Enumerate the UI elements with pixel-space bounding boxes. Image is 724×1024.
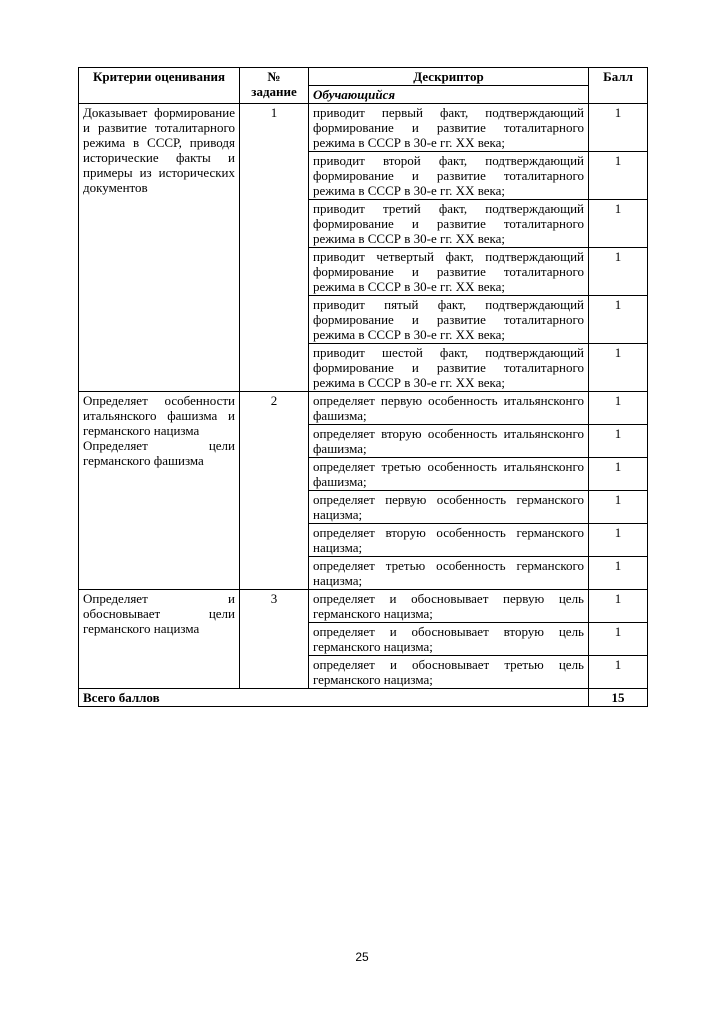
score-cell: 1: [589, 200, 648, 248]
score-cell: 1: [589, 425, 648, 458]
score-cell: 1: [589, 491, 648, 524]
descriptor-cell: определяет вторую особенность итальянсконго фашизма;: [309, 425, 589, 458]
score-cell: 1: [589, 656, 648, 689]
criteria-extra-text: Определяет цели германского фашизма: [83, 438, 235, 468]
header-row: [79, 68, 648, 86]
score-cell: 1: [589, 458, 648, 491]
criteria-cell-3: Определяет и обосновывает цели германского нацизма: [79, 590, 240, 689]
score-cell: 1: [589, 623, 648, 656]
descriptor-cell: определяет третью особенность германского нацизма;: [309, 557, 589, 590]
task-number-1: 1: [240, 104, 309, 392]
descriptor-cell: приводит четвертый факт, подтверждающий формирование и развитие тоталитарного режима в СССР в 30-е гг. XX века;: [309, 248, 589, 296]
score-cell: 1: [589, 152, 648, 200]
descriptor-cell: приводит шестой факт, подтверждающий формирование и развитие тоталитарного режима в СССР в 30-е гг. XX века;: [309, 344, 589, 392]
table-row: [79, 104, 648, 152]
table-row: [79, 392, 648, 425]
total-label: Всего баллов: [79, 689, 589, 707]
descriptor-cell: определяет и обосновывает первую цель германского нацизма;: [309, 590, 589, 623]
total-score: 15: [589, 689, 648, 707]
header-descriptor-sub: Обучающийся: [309, 86, 589, 104]
score-cell: 1: [589, 590, 648, 623]
score-cell: 1: [589, 248, 648, 296]
descriptor-cell: определяет вторую особенность германского нацизма;: [309, 524, 589, 557]
descriptor-cell: приводит первый факт, подтверждающий формирование и развитие тоталитарного режима в СССР в 30-е гг. XX века;: [309, 104, 589, 152]
score-cell: 1: [589, 104, 648, 152]
assessment-rubric-table: [78, 67, 648, 707]
task-number-2: 2: [240, 392, 309, 590]
descriptor-cell: приводит третий факт, подтверждающий формирование и развитие тоталитарного режима в СССР в 30-е гг. XX века;: [309, 200, 589, 248]
descriptor-cell: определяет третью особенность итальянсконго фашизма;: [309, 458, 589, 491]
score-cell: 1: [589, 524, 648, 557]
header-score: Балл: [589, 68, 648, 104]
page-number: 25: [355, 950, 369, 964]
descriptor-cell: приводит пятый факт, подтверждающий формирование и развитие тоталитарного режима в СССР в 30-е гг. XX века;: [309, 296, 589, 344]
task-number-3: 3: [240, 590, 309, 689]
criteria-cell-1: Доказывает формирование и развитие тоталитарного режима в СССР, приводя исторические факты и примеры из исторических документов: [79, 104, 240, 392]
descriptor-cell: определяет первую особенность итальянсконго фашизма;: [309, 392, 589, 425]
header-criteria: Критерии оценивания: [79, 68, 240, 104]
table-row: [79, 590, 648, 623]
total-row: [79, 689, 648, 707]
score-cell: 1: [589, 296, 648, 344]
descriptor-cell: определяет первую особенность германского нацизма;: [309, 491, 589, 524]
header-task-number: № задание: [240, 68, 309, 104]
header-descriptor: Дескриптор: [309, 68, 589, 86]
score-cell: 1: [589, 557, 648, 590]
score-cell: 1: [589, 344, 648, 392]
criteria-cell-2: [79, 392, 240, 590]
criteria-text: Определяет особенности итальянского фашизма и германского нацизма: [83, 393, 235, 438]
score-cell: 1: [589, 392, 648, 425]
descriptor-cell: приводит второй факт, подтверждающий формирование и развитие тоталитарного режима в СССР в 30-е гг. XX века;: [309, 152, 589, 200]
descriptor-cell: определяет и обосновывает вторую цель германского нацизма;: [309, 623, 589, 656]
descriptor-cell: определяет и обосновывает третью цель германского нацизма;: [309, 656, 589, 689]
